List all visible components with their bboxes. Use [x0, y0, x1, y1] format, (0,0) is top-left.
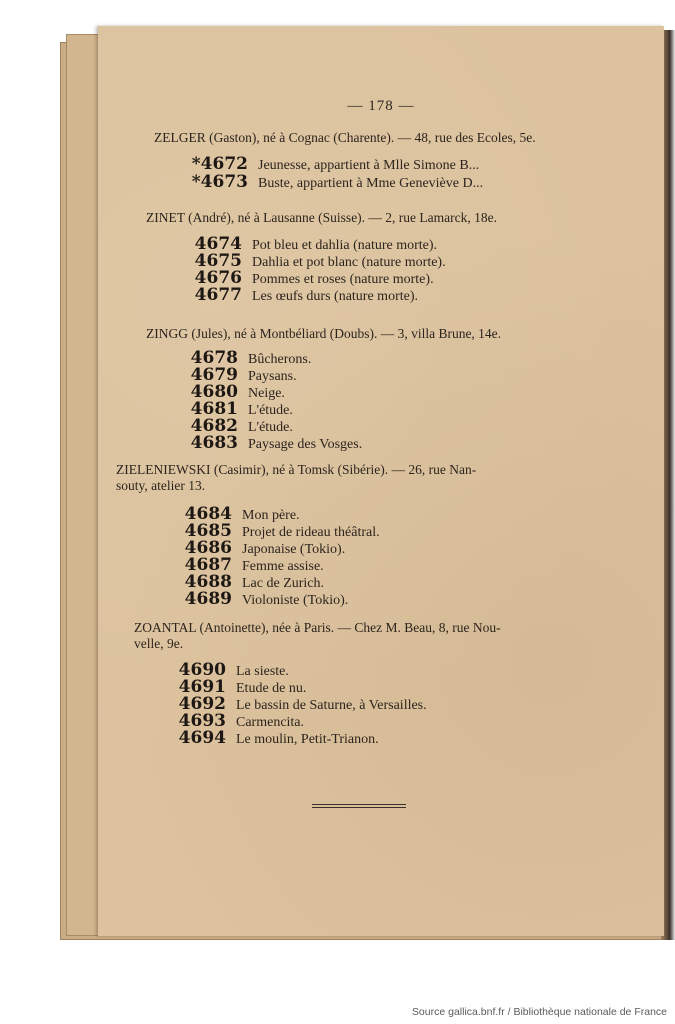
artist-header-continuation: souty, atelier 13.	[116, 478, 206, 493]
work-title: Buste, appartient à Mme Geneviève D...	[258, 176, 484, 191]
work-title: Paysage des Vosges.	[248, 437, 363, 452]
catalog-entry	[190, 433, 362, 453]
work-title: Dahlia et pot blanc (nature morte).	[252, 255, 446, 270]
catalog-entry	[178, 728, 379, 748]
work-title: Etude de nu.	[236, 681, 307, 696]
catalog-entry	[186, 172, 483, 192]
catalog-number: 4681	[190, 399, 238, 419]
catalog-number: 4680	[190, 382, 238, 402]
catalog-number: 4694	[178, 728, 226, 748]
catalog-number: 4684	[184, 504, 232, 524]
work-title: Le bassin de Saturne, à Versailles.	[236, 698, 427, 713]
work-title: Violoniste (Tokio).	[242, 593, 349, 608]
catalog-number: 4677	[194, 285, 242, 305]
artist-header: ZINET (André), né à Lausanne (Suisse). — 2, rue Lamarck, 18e.	[146, 210, 497, 225]
catalog-number: 4688	[184, 572, 232, 592]
catalog-number: 4675	[194, 251, 242, 271]
work-title: Les œufs durs (nature morte).	[252, 289, 419, 304]
work-title: Japonaise (Tokio).	[242, 542, 346, 557]
catalog-number: 4683	[190, 433, 238, 453]
catalog-number: 4685	[184, 521, 232, 541]
catalog-number: 4689	[184, 589, 232, 609]
catalog-number: 4678	[190, 348, 238, 368]
closing-rule	[312, 804, 406, 808]
work-title: Paysans.	[248, 369, 297, 384]
work-title: Carmencita.	[236, 715, 305, 730]
catalog-number: 4674	[194, 234, 242, 254]
work-title: Femme assise.	[242, 559, 324, 574]
artist-header: ZELGER (Gaston), né à Cognac (Charente). — 48, rue des Ecoles, 5e.	[154, 130, 536, 145]
catalog-number: 4682	[190, 416, 238, 436]
source-credit: Source gallica.bnf.fr / Bibliothèque nationale de France	[411, 1006, 667, 1018]
artist-header: ZINGG (Jules), né à Montbéliard (Doubs). — 3, villa Brune, 14e.	[146, 326, 502, 341]
work-title: Jeunesse, appartient à Mlle Simone B...	[258, 158, 480, 173]
catalog-number: 4686	[184, 538, 232, 558]
catalog-number: 4676	[194, 268, 242, 288]
page-number: — 178 —	[347, 98, 415, 114]
work-title: Le moulin, Petit-Trianon.	[236, 732, 379, 747]
catalog-entry	[184, 589, 348, 609]
work-title: Pommes et roses (nature morte).	[252, 272, 434, 287]
catalog-number: 4687	[184, 555, 232, 575]
work-title: L'étude.	[248, 403, 293, 418]
catalog-number: 4691	[178, 677, 226, 697]
work-title: Pot bleu et dahlia (nature morte).	[252, 238, 438, 253]
artist-header-continuation: velle, 9e.	[134, 636, 184, 651]
work-title: L'étude.	[248, 420, 293, 435]
catalog-number: 4679	[190, 365, 238, 385]
catalog-number: *4673	[191, 172, 248, 192]
work-title: Neige.	[248, 386, 285, 401]
artist-header: ZOANTAL (Antoinette), née à Paris. — Chez M. Beau, 8, rue Nou-	[134, 620, 501, 635]
work-title: Lac de Zurich.	[242, 576, 325, 591]
work-title: Projet de rideau théâtral.	[242, 525, 380, 540]
work-title: La sieste.	[236, 664, 289, 679]
catalog-number: *4672	[191, 154, 248, 174]
catalog-number: 4692	[178, 694, 226, 714]
catalog-number: 4693	[178, 711, 226, 731]
catalog-entry	[186, 154, 479, 174]
book-page	[98, 26, 664, 936]
catalog-number: 4690	[178, 660, 226, 680]
catalog-entry	[194, 285, 418, 305]
work-title: Mon père.	[242, 508, 300, 523]
artist-header: ZIELENIEWSKI (Casimir), né à Tomsk (Sibérie). — 26, rue Nan-	[116, 462, 477, 477]
work-title: Bûcherons.	[248, 352, 312, 367]
